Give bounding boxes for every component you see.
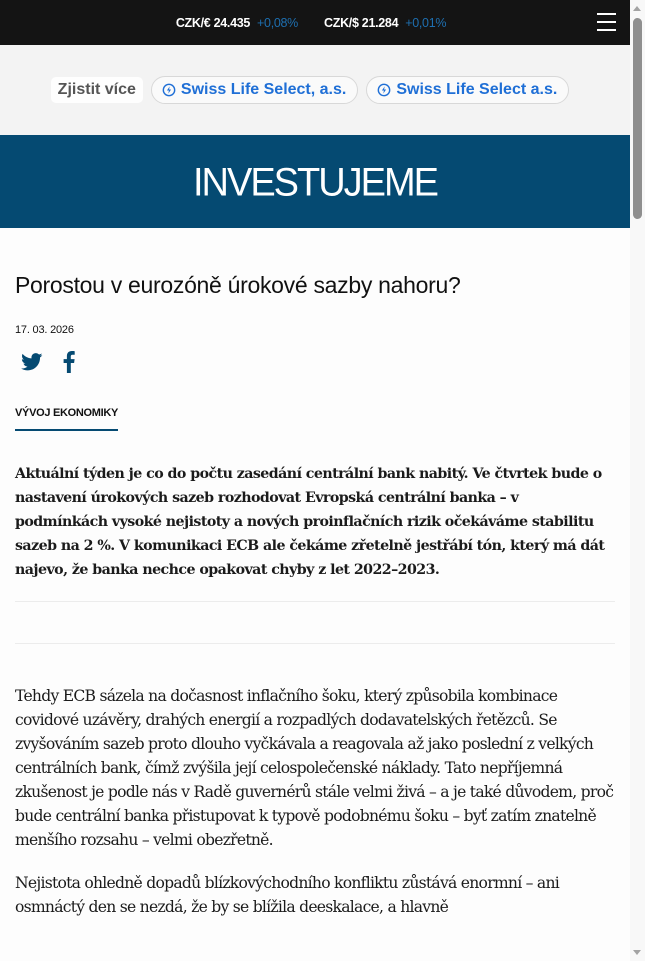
hamburger-line <box>597 13 616 15</box>
pill-label: Swiss Life Select a.s. <box>396 81 558 98</box>
hamburger-line <box>597 21 616 23</box>
more-label: Zjistit více <box>51 77 143 103</box>
rate-czk-eur <box>176 16 298 30</box>
rate-change: +0,01% <box>405 15 447 30</box>
bolt-circle-icon <box>162 83 176 97</box>
scrollbar-thumb[interactable] <box>633 18 642 219</box>
share-twitter-button[interactable] <box>21 353 43 371</box>
divider <box>15 601 615 602</box>
share-facebook-button[interactable] <box>63 351 75 373</box>
rate-label: CZK/€ 24.435 <box>175 15 251 30</box>
article-paragraph: Tehdy ECB sázela na dočasnost inflačního šoku, který způsobila kombinace covidové uzávěry, drahých energií a rozpadlých dodavatelských řetězců. Se zvyšováním sazeb proto dlouho vyčkávala a reagovala až jako poslední z velkých centrálních bank, čímž zvýšila její celospolečenské náklady. Tato nepříjemná zkušenost je podle nás v Radě guvernérů stále velmi živá – a je také důvodem, proč bude centrální banka přistupovat k typově podobnému šoku – byť zatím znatelně menšího rozsahu – velmi obezřetně. <box>15 687 614 849</box>
related-pill-swiss-life-1[interactable] <box>151 76 358 104</box>
category-tag[interactable]: VÝVOJ EKONOMIKY <box>15 407 118 431</box>
article-date: 17. 03. 2026 <box>15 324 74 336</box>
pill-label: Swiss Life Select, a.s. <box>180 81 347 98</box>
vertical-scrollbar[interactable] <box>630 0 645 961</box>
share-buttons <box>15 351 615 373</box>
article-lead: Aktuální týden je co do počtu zasedání centrální bank nabitý. Ve čtvrtek bude o nastavení úrokových sazeb rozhodovat Evropská centrální banka – v podmínkách vysoké nejistoty a nových proinflačních rizik očekáváme stabilitu sazeb na 2 %. V komunikaci ECB ale čekáme zřetelně jestřábí tón, který má dát najevo, že banka nechce opakovat chyby z let 2022–2023. <box>15 466 605 578</box>
scroll-down-arrow-icon[interactable] <box>633 950 641 955</box>
ticker-rates <box>176 16 446 30</box>
article-paragraph: Nejistota ohledně dopadů blízkovýchodního konfliktu zůstává enormní – ani osmnáctý den se nezdá, že by se blížila deeskalace, a hlavně <box>15 874 560 916</box>
brand-banner[interactable] <box>0 135 630 228</box>
related-links-strip <box>0 45 630 135</box>
related-pill-swiss-life-2[interactable] <box>366 76 569 104</box>
currency-ticker-bar <box>0 0 630 45</box>
twitter-icon <box>21 353 43 371</box>
rate-czk-usd <box>324 16 446 30</box>
rate-change: +0,08% <box>257 15 298 30</box>
bolt-circle-icon <box>377 83 391 97</box>
rate-label: CZK/$ 21.284 <box>324 15 399 30</box>
article <box>0 271 630 919</box>
article-headline: Porostou v eurozóně úrokové sazby nahoru? <box>15 272 461 298</box>
brand-logo[interactable]: INVESTUJEME <box>192 161 438 206</box>
hamburger-icon[interactable] <box>597 13 616 31</box>
scroll-up-arrow-icon[interactable] <box>633 6 641 11</box>
hamburger-line <box>597 29 616 31</box>
divider <box>15 643 615 644</box>
facebook-icon <box>63 351 75 373</box>
